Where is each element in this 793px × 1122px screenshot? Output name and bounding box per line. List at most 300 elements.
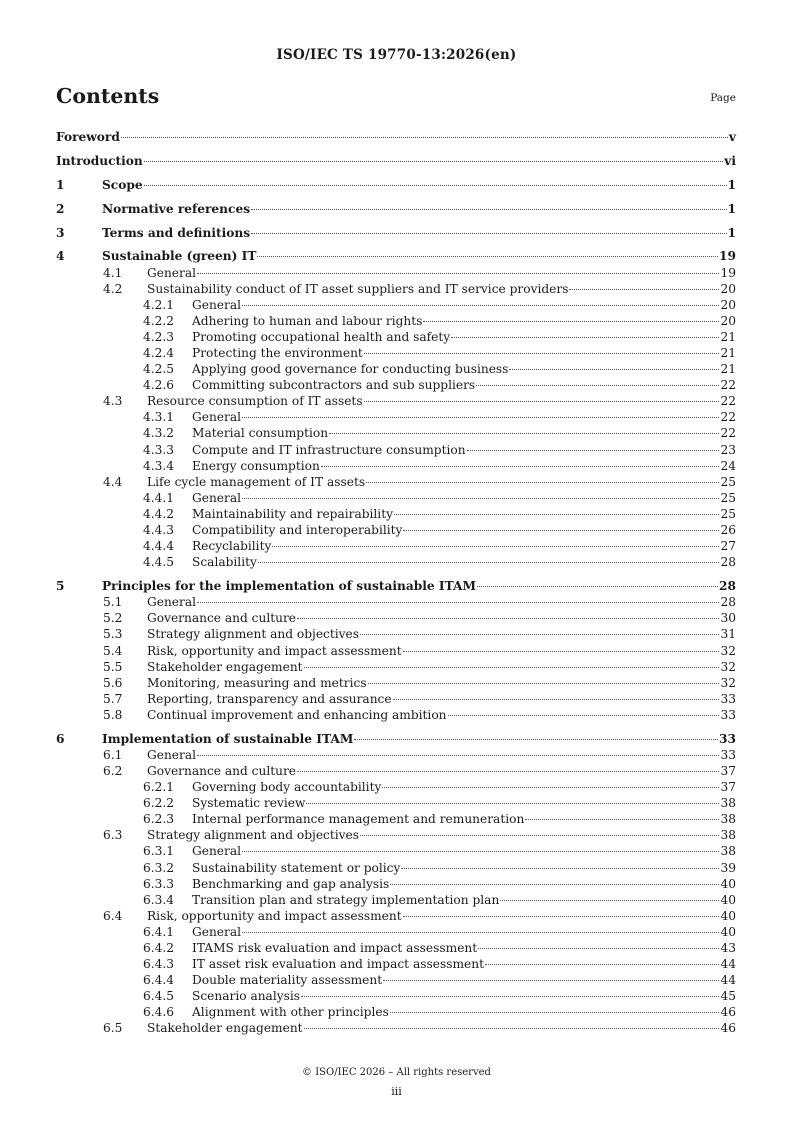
toc-entry-number: 6.4.1 <box>143 924 175 939</box>
toc-entry-title[interactable]: Recyclability <box>192 539 272 554</box>
toc-entry-page: 38 <box>720 796 736 811</box>
toc-entry-number: 2 <box>56 201 65 216</box>
toc-entry-line <box>192 940 736 956</box>
toc-entry-page: 1 <box>727 177 736 192</box>
dot-leader <box>423 321 719 322</box>
toc-entry-page: 40 <box>720 876 736 891</box>
toc-entry[interactable] <box>56 361 736 377</box>
toc-entry-line <box>192 442 736 458</box>
dot-leader <box>306 803 719 804</box>
toc-entry-title[interactable]: Life cycle management of IT assets <box>147 474 366 489</box>
toc-entry-title[interactable]: Implementation of sustainable ITAM <box>102 731 354 746</box>
toc-entry-title[interactable]: Alignment with other principles <box>192 1005 389 1020</box>
toc-entry-number: 6.3.3 <box>143 876 175 891</box>
toc-entry-page: 37 <box>720 763 736 778</box>
dot-leader <box>197 273 719 274</box>
toc-entry[interactable] <box>56 892 736 908</box>
toc-entry-title[interactable]: Systematic review <box>192 796 306 811</box>
toc-entry-line <box>147 474 736 490</box>
toc-entry-page: 22 <box>720 410 736 425</box>
toc-entry-page: 19 <box>720 265 736 280</box>
toc-entry-number: 4.3.4 <box>143 458 175 473</box>
toc-entry-line <box>192 522 736 538</box>
toc-entry[interactable] <box>56 425 736 441</box>
toc-entry-page: vi <box>724 153 736 168</box>
toc-entry[interactable] <box>56 538 736 554</box>
toc-entry[interactable] <box>56 474 736 490</box>
dot-leader <box>394 514 719 515</box>
toc-entry-title[interactable]: Committing subcontractors and sub suppliers <box>192 378 476 393</box>
toc-entry-line <box>192 779 736 795</box>
toc-entry-page: 32 <box>720 659 736 674</box>
toc-entry-page: 1 <box>727 225 736 240</box>
toc-entry-line <box>147 594 736 610</box>
toc-entry-page: 1 <box>727 201 736 216</box>
toc-entry-number: 6.5 <box>103 1021 123 1036</box>
toc-entry-number: 5 <box>56 579 65 594</box>
toc-entry-number: 6.4.4 <box>143 973 175 988</box>
toc-entry[interactable] <box>56 1020 736 1036</box>
toc-entry-page: 39 <box>720 860 736 875</box>
toc-entry[interactable] <box>56 763 736 779</box>
toc-entry[interactable] <box>56 345 736 361</box>
toc-entry-page: 43 <box>720 940 736 955</box>
toc-entry-page: v <box>728 130 736 144</box>
toc-entry-number: 4.3.2 <box>143 426 175 441</box>
toc-entry-number: 4.2.3 <box>143 329 175 344</box>
toc-entry-page: 38 <box>720 828 736 843</box>
toc-entry-line <box>192 795 736 811</box>
toc-entry[interactable] <box>56 201 736 217</box>
toc-entry[interactable] <box>56 626 736 642</box>
dot-leader <box>364 353 720 354</box>
toc-entry-page: 21 <box>720 362 736 377</box>
toc-entry-page: 30 <box>720 611 736 626</box>
dot-leader <box>121 137 728 138</box>
toc-entry[interactable] <box>56 908 736 924</box>
toc-entry-page: 19 <box>719 249 736 264</box>
toc-entry-line <box>192 490 736 506</box>
dot-leader <box>329 433 719 434</box>
toc-entry[interactable] <box>56 1004 736 1020</box>
toc-entry-title[interactable]: Risk, opportunity and impact assessment <box>147 643 402 658</box>
toc-entry[interactable] <box>56 177 736 193</box>
toc-entry-line <box>192 554 736 570</box>
toc-entry-title[interactable]: Governance and culture <box>147 763 297 778</box>
toc-entry-title[interactable]: Double materiality assessment <box>192 973 383 988</box>
dot-leader <box>403 651 720 652</box>
toc-entry-line <box>192 313 736 329</box>
toc-entry[interactable] <box>56 297 736 313</box>
toc-entry-page: 40 <box>720 908 736 923</box>
dot-leader <box>242 305 719 306</box>
toc-entry[interactable] <box>56 610 736 626</box>
toc-entry-line <box>102 225 736 241</box>
dot-leader <box>304 667 720 668</box>
dot-leader <box>485 964 720 965</box>
dot-leader <box>500 900 719 901</box>
toc-entry[interactable] <box>56 843 736 859</box>
toc-entry-page: 46 <box>720 1021 736 1036</box>
toc-entry-page: 45 <box>720 989 736 1004</box>
toc-entry[interactable] <box>56 691 736 707</box>
toc-entry[interactable] <box>56 129 736 145</box>
toc-entry-title[interactable]: Scalability <box>192 555 257 570</box>
toc-entry[interactable] <box>56 265 736 281</box>
toc-entry-title[interactable]: Sustainable (green) IT <box>102 249 257 264</box>
toc-entry[interactable] <box>56 659 736 675</box>
toc-entry-number: 4.3 <box>103 394 123 409</box>
toc-entry-number: 4.4.3 <box>143 523 175 538</box>
toc-entry-line <box>192 811 736 827</box>
dot-leader <box>382 787 719 788</box>
toc-entry[interactable] <box>56 281 736 297</box>
toc-entry-title[interactable]: Applying good governance for conducting business <box>192 362 509 377</box>
toc-entry-page: 40 <box>720 924 736 939</box>
dot-leader <box>383 980 719 981</box>
toc-entry[interactable] <box>56 795 736 811</box>
toc-entry-title[interactable]: Stakeholder engagement <box>147 1021 303 1036</box>
toc-entry-title[interactable]: Strategy alignment and objectives <box>147 828 360 843</box>
toc-entry-title[interactable]: Introduction <box>56 153 143 168</box>
toc-entry-number: 6.2.1 <box>143 780 175 795</box>
toc-entry-title[interactable]: Material consumption <box>192 426 329 441</box>
dot-leader <box>393 699 720 700</box>
toc-entry-page: 22 <box>720 378 736 393</box>
toc-entry-page: 25 <box>720 490 736 505</box>
toc-entry-number: 6.3 <box>103 828 123 843</box>
toc-entry[interactable] <box>56 329 736 345</box>
toc-entry-title[interactable]: General <box>147 747 196 762</box>
dot-leader <box>451 337 719 338</box>
toc-entry-title[interactable]: General <box>147 265 196 280</box>
toc-entry[interactable] <box>56 225 736 241</box>
toc-entry-line <box>192 988 736 1004</box>
dot-leader <box>251 233 726 234</box>
page-number: iii <box>391 1085 402 1098</box>
toc-entry-page: 33 <box>720 707 736 722</box>
toc-entry[interactable] <box>56 860 736 876</box>
toc-entry-title[interactable]: General <box>192 410 241 425</box>
toc-entry-number: 4.4.5 <box>143 555 175 570</box>
toc-entry-number: 6.3.4 <box>143 892 175 907</box>
toc-entry-line <box>147 707 736 723</box>
toc-entry-line <box>192 425 736 441</box>
toc-entry-line <box>147 281 736 297</box>
toc-entry-line <box>192 361 736 377</box>
dot-leader <box>390 884 719 885</box>
toc-entry-page: 20 <box>720 313 736 328</box>
toc-entry-title[interactable]: Transition plan and strategy implementation plan <box>192 892 500 907</box>
toc-entry-page: 28 <box>720 595 736 610</box>
toc-entry[interactable] <box>56 442 736 458</box>
toc-entry[interactable] <box>56 924 736 940</box>
toc-entry[interactable] <box>56 409 736 425</box>
toc-entry-page: 33 <box>720 691 736 706</box>
toc-entry-line <box>147 747 736 763</box>
toc-entry-line <box>192 458 736 474</box>
document-id-header: ISO/IEC TS 19770-13:2026(en) <box>276 47 517 63</box>
toc-entry[interactable] <box>56 747 736 763</box>
toc-entry-title[interactable]: Energy consumption <box>192 458 320 473</box>
toc-entry-number: 6.4.6 <box>143 1005 175 1020</box>
toc-entry-number: 4.4.4 <box>143 539 175 554</box>
dot-leader <box>467 450 720 451</box>
toc-entry-title[interactable]: Resource consumption of IT assets <box>147 394 363 409</box>
toc-entry-page: 44 <box>720 973 736 988</box>
toc-entry[interactable] <box>56 506 736 522</box>
toc-entry-number: 4.2.4 <box>143 346 175 361</box>
toc-entry-title[interactable]: Compatibility and interoperability <box>192 523 403 538</box>
dot-leader <box>144 185 727 186</box>
toc-entry-number: 6.3.2 <box>143 860 175 875</box>
toc-entry-title[interactable]: Sustainability statement or policy <box>192 860 401 875</box>
toc-entry-number: 4.3.3 <box>143 442 175 457</box>
toc-entry-number: 6.2 <box>103 763 123 778</box>
toc-entry-title[interactable]: Promoting occupational health and safety <box>192 329 451 344</box>
dot-leader <box>242 417 719 418</box>
toc-entry[interactable] <box>56 554 736 570</box>
dot-leader <box>401 868 719 869</box>
toc-entry-title[interactable]: General <box>192 844 241 859</box>
toc-entry-line <box>102 578 736 594</box>
toc-entry[interactable] <box>56 393 736 409</box>
dot-leader <box>297 771 719 772</box>
dot-leader <box>144 161 723 162</box>
toc-entry-page: 21 <box>720 346 736 361</box>
toc-entry[interactable] <box>56 827 736 843</box>
toc-entry-line <box>147 908 736 924</box>
toc-entry-line <box>147 675 736 691</box>
toc-entry-line <box>102 177 736 193</box>
toc-entry-number: 4.4.1 <box>143 490 175 505</box>
toc-entry[interactable] <box>56 876 736 892</box>
copyright-notice: © ISO/IEC 2026 – All rights reserved <box>302 1067 491 1078</box>
toc-entry-title[interactable]: General <box>192 490 241 505</box>
toc-entry-title[interactable]: Normative references <box>102 201 251 216</box>
toc-entry-line <box>147 1020 736 1036</box>
toc-entry[interactable] <box>56 779 736 795</box>
dot-leader <box>478 948 719 949</box>
toc-entry-number: 6.2.3 <box>143 812 175 827</box>
toc-entry-title[interactable]: Governing body accountability <box>192 780 382 795</box>
toc-entry-title[interactable]: Terms and definitions <box>102 225 251 240</box>
toc-entry-page: 24 <box>720 458 736 473</box>
toc-entry-page: 28 <box>719 579 736 594</box>
toc-entry-title[interactable]: Scope <box>102 177 143 192</box>
toc-entry-line <box>147 643 736 659</box>
toc-entry-page: 44 <box>720 957 736 972</box>
toc-entry-line <box>192 972 736 988</box>
toc-entry-line <box>192 892 736 908</box>
toc-entry-title[interactable]: Adhering to human and labour rights <box>192 313 423 328</box>
toc-entry-title[interactable]: Risk, opportunity and impact assessment <box>147 908 402 923</box>
dot-leader <box>297 618 719 619</box>
toc-entry-number: 4.3.1 <box>143 410 175 425</box>
dot-leader <box>258 562 720 563</box>
dot-leader <box>509 369 719 370</box>
toc-entry-title[interactable]: Stakeholder engagement <box>147 659 303 674</box>
toc-entry[interactable] <box>56 377 736 393</box>
toc-entry[interactable] <box>56 811 736 827</box>
dot-leader <box>354 739 718 740</box>
toc-entry-number: 5.7 <box>103 691 123 706</box>
dot-leader <box>197 755 719 756</box>
toc-entry[interactable] <box>56 956 736 972</box>
toc-entry-title[interactable]: Reporting, transparency and assurance <box>147 691 392 706</box>
toc-entry[interactable] <box>56 594 736 610</box>
toc-entry-number: 5.4 <box>103 643 123 658</box>
dot-leader <box>448 715 720 716</box>
toc-entry-number: 1 <box>56 177 65 192</box>
toc-entry-page: 31 <box>720 627 736 642</box>
dot-leader <box>525 819 719 820</box>
toc-entry[interactable] <box>56 972 736 988</box>
toc-entry-title[interactable]: Continual improvement and enhancing ambition <box>147 707 447 722</box>
toc-entry-page: 27 <box>720 539 736 554</box>
toc-entry-number: 6.4.2 <box>143 940 175 955</box>
toc-entry-number: 4.2.1 <box>143 297 175 312</box>
toc-entry-number: 4.2 <box>103 281 123 296</box>
toc-entry-title[interactable]: Compute and IT infrastructure consumption <box>192 442 466 457</box>
toc-entry-number: 5.5 <box>103 659 123 674</box>
dot-leader <box>257 256 718 257</box>
toc-entry-line <box>102 731 736 747</box>
toc-entry-title[interactable]: Strategy alignment and objectives <box>147 627 360 642</box>
toc-entry[interactable] <box>56 490 736 506</box>
toc-entry-line <box>147 763 736 779</box>
toc-entry-title[interactable]: IT asset risk evaluation and impact assessment <box>192 957 484 972</box>
toc-entry-page: 28 <box>720 555 736 570</box>
toc-entry-title[interactable]: Internal performance management and remuneration <box>192 812 525 827</box>
toc-entry-page: 20 <box>720 297 736 312</box>
toc-entry-title[interactable]: General <box>192 924 241 939</box>
toc-entry-number: 6.2.2 <box>143 796 175 811</box>
dot-leader <box>360 835 719 836</box>
toc-entry-number: 6.4.3 <box>143 957 175 972</box>
toc-entry-number: 4.4 <box>103 474 123 489</box>
dot-leader <box>368 683 720 684</box>
dot-leader <box>272 546 719 547</box>
toc-entry-title[interactable]: Foreword <box>56 130 120 144</box>
toc-entry-line <box>192 876 736 892</box>
toc-entry-line <box>192 1004 736 1020</box>
dot-leader <box>403 916 720 917</box>
toc-entry-number: 4.4.2 <box>143 506 175 521</box>
toc-entry-title[interactable]: General <box>147 595 196 610</box>
toc-entry-line <box>56 129 736 145</box>
toc-entry-page: 46 <box>720 1005 736 1020</box>
toc-entry-page: 26 <box>720 523 736 538</box>
toc-entry-title[interactable]: Benchmarking and gap analysis <box>192 876 390 891</box>
table-of-contents <box>56 129 736 1037</box>
toc-entry-page: 22 <box>720 394 736 409</box>
toc-entry-title[interactable]: General <box>192 297 241 312</box>
toc-entry-title[interactable]: Governance and culture <box>147 611 297 626</box>
toc-entry-page: 33 <box>719 731 736 746</box>
toc-entry-number: 6.1 <box>103 747 123 762</box>
toc-entry-title[interactable]: Scenario analysis <box>192 989 301 1004</box>
toc-entry-title[interactable]: Maintainability and repairability <box>192 506 393 521</box>
dot-leader <box>304 1028 720 1029</box>
dot-leader <box>242 851 719 852</box>
dot-leader <box>321 466 720 467</box>
toc-entry[interactable] <box>56 940 736 956</box>
dot-leader <box>364 401 720 402</box>
toc-entry-page: 33 <box>720 747 736 762</box>
toc-entry[interactable] <box>56 522 736 538</box>
toc-entry-title[interactable]: Principles for the implementation of sustainable ITAM <box>102 579 476 594</box>
toc-entry-line <box>192 297 736 313</box>
dot-leader <box>242 498 719 499</box>
toc-entry-line <box>102 201 736 217</box>
dot-leader <box>569 289 719 290</box>
toc-entry-line <box>147 827 736 843</box>
toc-entry-line <box>192 377 736 393</box>
toc-entry-line <box>147 610 736 626</box>
toc-entry-number: 6.4 <box>103 908 123 923</box>
toc-entry[interactable] <box>56 153 736 169</box>
toc-entry-line <box>147 691 736 707</box>
toc-entry-number: 5.6 <box>103 675 123 690</box>
toc-entry-line <box>147 659 736 675</box>
dot-leader <box>197 602 719 603</box>
dot-leader <box>477 586 718 587</box>
toc-entry[interactable] <box>56 988 736 1004</box>
dot-leader <box>251 209 726 210</box>
toc-entry-line <box>192 409 736 425</box>
toc-entry-number: 4.2.5 <box>143 362 175 377</box>
toc-entry-number: 5.8 <box>103 707 123 722</box>
toc-entry-page: 25 <box>720 506 736 521</box>
dot-leader <box>476 385 719 386</box>
toc-entry[interactable] <box>56 675 736 691</box>
toc-entry-page: 25 <box>720 474 736 489</box>
toc-entry[interactable] <box>56 248 736 264</box>
toc-entry[interactable] <box>56 643 736 659</box>
toc-entry-title[interactable]: Sustainability conduct of IT asset suppliers and IT service providers <box>147 281 569 296</box>
toc-entry-line <box>56 153 736 169</box>
dot-leader <box>390 1012 720 1013</box>
toc-entry-line <box>147 393 736 409</box>
dot-leader <box>366 482 719 483</box>
toc-entry[interactable] <box>56 707 736 723</box>
toc-entry[interactable] <box>56 458 736 474</box>
dot-leader <box>403 530 719 531</box>
toc-entry-page: 23 <box>720 442 736 457</box>
contents-title: Contents <box>56 84 160 108</box>
toc-entry[interactable] <box>56 578 736 594</box>
toc-entry[interactable] <box>56 313 736 329</box>
toc-entry-page: 21 <box>720 329 736 344</box>
toc-entry-line <box>192 329 736 345</box>
toc-entry-line <box>102 248 736 264</box>
toc-entry-number: 6 <box>56 731 65 746</box>
toc-entry-page: 32 <box>720 643 736 658</box>
toc-entry-page: 40 <box>720 892 736 907</box>
toc-entry-title[interactable]: ITAMS risk evaluation and impact assessment <box>192 940 478 955</box>
toc-entry-number: 5.2 <box>103 611 123 626</box>
toc-entry-page: 38 <box>720 812 736 827</box>
toc-entry-number: 5.1 <box>103 595 123 610</box>
toc-entry-title[interactable]: Monitoring, measuring and metrics <box>147 675 367 690</box>
toc-entry-line <box>147 265 736 281</box>
toc-entry[interactable] <box>56 731 736 747</box>
toc-entry-page: 37 <box>720 780 736 795</box>
toc-entry-title[interactable]: Protecting the environment <box>192 346 363 361</box>
dot-leader <box>360 634 719 635</box>
dot-leader <box>301 996 719 997</box>
